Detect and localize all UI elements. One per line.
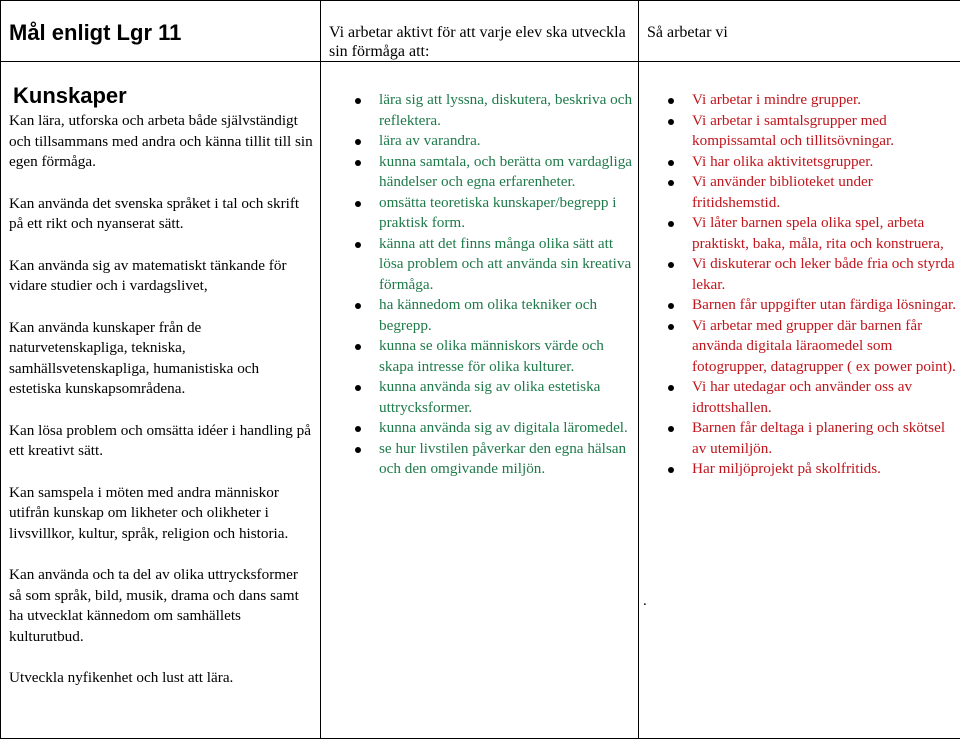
bullet-icon (355, 160, 361, 166)
ability-item-text: lära av varandra. (379, 132, 481, 149)
bullet-icon (668, 303, 674, 309)
ability-item (351, 193, 634, 234)
header-cell-methods (639, 1, 960, 62)
stray-mark: . (643, 593, 647, 609)
bullet-icon (668, 426, 674, 432)
bullet-icon (668, 221, 674, 227)
methods-list (664, 90, 956, 480)
method-item-text: Vi arbetar i samtalsgrupper med kompissamtal och tillitsövningar. (692, 111, 895, 149)
method-item-text: Vi har olika aktivitetsgrupper. (692, 152, 874, 170)
bullet-icon (355, 385, 361, 391)
method-item-text: Barnen får uppgifter utan färdiga lösningar. (692, 296, 957, 313)
ability-item (351, 418, 634, 439)
ability-item (351, 336, 634, 377)
method-item (664, 152, 956, 173)
header-cell-goals (1, 1, 321, 62)
method-item (664, 459, 956, 480)
kunskaper-paragraph: Utveckla nyfikenhet och lust att lära. (9, 669, 234, 686)
kunskaper-paragraph: Kan använda och ta del av olika uttrycksformer så som språk, bild, musik, drama och dans samt ha utvecklat kännedom om samhällets kulturutbud. (9, 566, 299, 645)
kunskaper-paragraph: Kan använda kunskaper från de naturvetenskapliga, tekniska, samhällsvetenskapliga, humanistiska och estetiska kunskapsområdena. (9, 318, 260, 397)
content-row (1, 62, 960, 739)
header-cell-abilities (321, 1, 639, 62)
method-item-text: Barnen får deltaga i planering och skötsel av utemiljön. (692, 419, 946, 457)
kunskaper-paragraph: Kan använda det svenska språket i tal och skrift på ett rikt och nyanserat sätt. (9, 194, 300, 232)
ability-item (351, 439, 634, 480)
ability-item (351, 234, 634, 296)
kunskaper-paragraph: Kan lösa problem och omsätta idéer i handling på ett kreativt sätt. (9, 421, 311, 459)
method-item-text: Har miljöprojekt på skolfritids. (692, 460, 881, 477)
method-item (664, 111, 956, 152)
kunskaper-paragraph: Kan samspela i möten med andra människor utifrån kunskap om likheter och olikheter i livsvillkor, kultur, språk, religion och historia. (9, 483, 289, 542)
abilities-list (351, 90, 634, 480)
ability-item-text: omsätta teoretiska kunskaper/begrepp i praktisk form. (379, 193, 617, 231)
method-item-text: Vi diskuterar och leker både fria och styrda lekar. (692, 255, 955, 293)
bullet-icon (355, 98, 361, 104)
ability-item-text: kunna använda sig av digitala läromedel. (379, 419, 628, 436)
ability-item (351, 90, 634, 131)
bullet-icon (355, 201, 361, 207)
methods-cell (639, 62, 960, 739)
kunskaper-cell (1, 62, 321, 739)
kunskaper-title: Kunskaper (13, 83, 127, 108)
ability-item-text: ha kännedom om olika tekniker och begrepp. (379, 296, 598, 334)
method-item (664, 295, 956, 316)
method-item (664, 172, 956, 213)
ability-item (351, 295, 634, 336)
ability-item-text: känna att det finns många olika sätt att lösa problem och att använda sin kreativa förmåga. (379, 234, 632, 293)
ability-item-text: kunna samtala, och berätta om vardagliga händelser och egna erfarenheter. (379, 152, 633, 190)
bullet-icon (355, 426, 361, 432)
goals-heading: Mål enligt Lgr 11 (9, 20, 182, 45)
method-item-text: Vi arbetar med grupper där barnen får använda digitala läraomedel som fotogrupper, datagrupper ( ex power point). (692, 316, 956, 375)
bullet-icon (668, 119, 674, 125)
method-item (664, 213, 956, 254)
bullet-icon (355, 303, 361, 309)
ability-item (351, 377, 634, 418)
method-item (664, 418, 956, 459)
ability-item-text: lära sig att lyssna, diskutera, beskriva och reflektera. (379, 91, 633, 129)
method-item-text: Vi använder biblioteket under fritidshemstid. (692, 173, 873, 211)
method-item-text: Vi har utedagar och använder oss av idrottshallen. (692, 378, 913, 416)
bullet-icon (355, 447, 361, 453)
bullet-icon (668, 98, 674, 104)
method-item (664, 377, 956, 418)
kunskaper-paragraph: Kan använda sig av matematiskt tänkande för vidare studier och i vardagslivet, (9, 256, 287, 294)
ability-item-text: kunna använda sig av olika estetiska uttrycksformer. (379, 378, 601, 416)
method-item-text: Vi låter barnen spela olika spel, arbeta praktiskt, baka, måla, rita och konstruera, (692, 214, 944, 252)
abilities-heading: Vi arbetar aktivt för att varje elev ska utveckla sin förmåga att: (329, 24, 626, 60)
bullet-icon (668, 180, 674, 186)
abilities-cell (321, 62, 639, 739)
bullet-icon (668, 262, 674, 268)
bullet-icon (668, 467, 674, 473)
ability-item (351, 131, 634, 152)
header-row (1, 1, 960, 62)
method-item (664, 254, 956, 295)
bullet-icon (355, 242, 361, 248)
kunskaper-paragraph: Kan lära, utforska och arbeta både självständigt och tillsammans med andra och känna tillit till sin egen förmåga. (9, 112, 313, 170)
method-item (664, 90, 956, 111)
bullet-icon (668, 385, 674, 391)
methods-heading: Så arbetar vi (647, 24, 728, 41)
bullet-icon (668, 160, 674, 166)
ability-item (351, 152, 634, 193)
bullet-icon (355, 344, 361, 350)
method-item-text: Vi arbetar i mindre grupper. (692, 91, 862, 108)
ability-item-text: se hur livstilen påverkar den egna hälsan och den omgivande miljön. (379, 439, 627, 477)
bullet-icon (355, 139, 361, 145)
ability-item-text: kunna se olika människors värde och skapa intresse för olika kulturer. (379, 337, 604, 375)
bullet-icon (668, 324, 674, 330)
method-item (664, 316, 956, 378)
